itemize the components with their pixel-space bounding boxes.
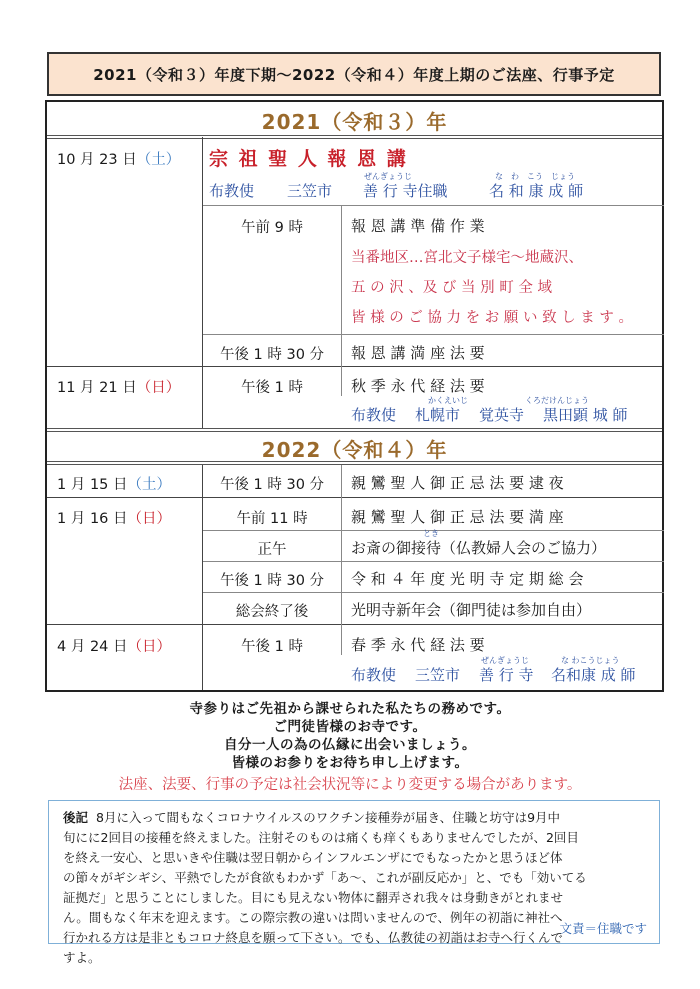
speaker-temple: 覚英寺 bbox=[479, 406, 525, 424]
furigana: な わ こう じょう bbox=[495, 172, 575, 181]
event-name: 春 季 永 代 経 法 要 bbox=[351, 636, 485, 654]
speaker-temple: 善 行 寺住職 bbox=[363, 182, 448, 200]
column-divider bbox=[202, 465, 203, 690]
furigana: くろだけんじょう bbox=[525, 396, 589, 405]
furigana: ぜんぎょうじ bbox=[481, 656, 529, 665]
page-title: 2021（令和３）年度下期〜2022（令和４）年度上期のご法座、行事予定 bbox=[47, 52, 661, 96]
event-name: 報 恩 講 準 備 作 業 bbox=[351, 217, 485, 235]
divider bbox=[203, 592, 664, 593]
speaker-city: 三笠市 bbox=[415, 666, 461, 684]
double-divider bbox=[47, 461, 662, 465]
event-date: 11 月 21 日（日） bbox=[57, 380, 181, 396]
schedule-change-notice: 法座、法要、行事の予定は社会状況等により変更する場合があります。 bbox=[118, 777, 582, 793]
event-name: 令 和 ４ 年 度 光 明 寺 定 期 総 会 bbox=[351, 570, 584, 588]
postscript-box bbox=[48, 800, 660, 965]
speaker-city: 札幌市 bbox=[415, 406, 461, 424]
event-time: 正午 bbox=[257, 542, 287, 558]
column-divider bbox=[341, 366, 342, 396]
divider bbox=[203, 205, 664, 206]
divider bbox=[47, 366, 662, 367]
postscript-line: の節々がギシギシ、平熱でしたが食欲もわかず「あ〜、これが副反応か」と、でも「効いてる bbox=[63, 870, 587, 885]
column-divider bbox=[341, 465, 342, 655]
event-name: 報 恩 講 満 座 法 要 bbox=[351, 344, 485, 362]
message-line: 寺参りはご先祖から課せられた私たちの務めです。 bbox=[189, 701, 511, 717]
speaker-temple: 善 行 寺 bbox=[479, 666, 534, 684]
furigana: かくえいじ bbox=[428, 396, 468, 405]
event-name: 親 鸞 聖 人 御 正 忌 法 要 逮 夜 bbox=[351, 474, 564, 492]
speaker-role: 布教使 bbox=[209, 182, 255, 200]
event-date: 4 月 24 日（日） bbox=[57, 639, 172, 655]
event-time: 午後 1 時 30 分 bbox=[219, 477, 325, 493]
event-name: お斎の御接待（仏教婦人会のご協力） bbox=[351, 539, 607, 557]
postscript-heading: 後記 bbox=[63, 810, 89, 825]
divider bbox=[47, 497, 662, 498]
event-time: 午前 11 時 bbox=[236, 511, 308, 527]
postscript-line: 証拠だ」と思うことにしました。目にも見えない物体に翻弄され我々は身動きがとれませ bbox=[63, 890, 564, 905]
year-heading-2022: 2022（令和４）年 bbox=[261, 438, 448, 462]
column-divider bbox=[202, 366, 203, 428]
postscript-line: 後記 8月に入って間もなくコロナウイルスのワクチン接種券が届き、住職と坊守は9月中 bbox=[63, 810, 561, 825]
event-time: 午前 9 時 bbox=[241, 220, 303, 236]
event-name: 光明寺新年会（御門徒は参加自由） bbox=[351, 601, 592, 619]
double-divider bbox=[47, 428, 662, 432]
message-line: ご門徒皆様のお寺です。 bbox=[273, 719, 427, 735]
postscript-line: を終え一安心、と思いきや住職は翌日朝からインフルエンザにでもなったかと思うほど体 bbox=[63, 850, 563, 865]
message-line: 自分一人の為の仏縁に出会いましょう。 bbox=[224, 737, 476, 753]
column-divider bbox=[202, 137, 203, 366]
double-divider bbox=[47, 135, 662, 139]
message-line: 皆様のお参りをお待ち申し上げます。 bbox=[231, 755, 469, 771]
event-note: 当番地区…宮北文子様宅〜地蔵沢、 bbox=[351, 250, 583, 266]
event-note: 皆 様 の ご 協 力 を お 願 い 致 し ま す 。 bbox=[351, 310, 634, 326]
event-time: 午後 1 時 30 分 bbox=[219, 347, 325, 363]
event-time: 午後 1 時 bbox=[241, 639, 303, 655]
column-divider bbox=[341, 205, 342, 366]
speaker-name: 黒田顕 城 師 bbox=[543, 406, 628, 424]
postscript-line: 旬にに2回目の接種を終えました。注射そのものは痛くも痒くもありませんでしたが、2回目 bbox=[63, 830, 579, 845]
event-date: 1 月 15 日（土） bbox=[57, 477, 172, 493]
speaker-name: 名 和 康 成 師 bbox=[489, 182, 584, 200]
furigana: ぜんぎょうじ bbox=[364, 172, 412, 181]
signature: 文責＝住職です bbox=[559, 921, 647, 936]
furigana: とき bbox=[423, 529, 439, 538]
speaker-city: 三笠市 bbox=[287, 182, 333, 200]
speaker-role: 布教使 bbox=[351, 666, 397, 684]
event-time: 午後 1 時 bbox=[241, 380, 303, 396]
event-name: 親 鸞 聖 人 御 正 忌 法 要 満 座 bbox=[351, 508, 564, 526]
postscript-line: すよ。 bbox=[63, 950, 101, 965]
event-date: 1 月 16 日（日） bbox=[57, 511, 172, 527]
postscript-line: ん。間もなく年末を迎えます。この際宗教の違いは問いませんので、例年の初詣に神社へ bbox=[63, 910, 563, 925]
divider bbox=[47, 624, 662, 625]
event-date: 10 月 23 日（土） bbox=[57, 152, 181, 168]
schedule-table bbox=[45, 100, 664, 692]
event-title: 宗 祖 聖 人 報 恩 講 bbox=[209, 148, 408, 170]
speaker-name: 名和康 成 師 bbox=[551, 666, 636, 684]
divider bbox=[203, 334, 664, 335]
year-heading-2021: 2021（令和３）年 bbox=[261, 110, 448, 134]
event-time: 総会終了後 bbox=[235, 604, 309, 620]
event-note: 五 の 沢 、及 び 当 別 町 全 域 bbox=[351, 280, 552, 296]
speaker-role: 布教使 bbox=[351, 406, 397, 424]
event-time: 午後 1 時 30 分 bbox=[219, 573, 325, 589]
postscript-line: 行かれる方は是非ともコロナ終息を願って下さい。でも、仏教徒の初詣はお寺へ行くんで bbox=[63, 930, 564, 945]
furigana: な わこうじょう bbox=[561, 656, 620, 665]
event-name: 秋 季 永 代 経 法 要 bbox=[351, 377, 485, 395]
divider bbox=[203, 561, 664, 562]
